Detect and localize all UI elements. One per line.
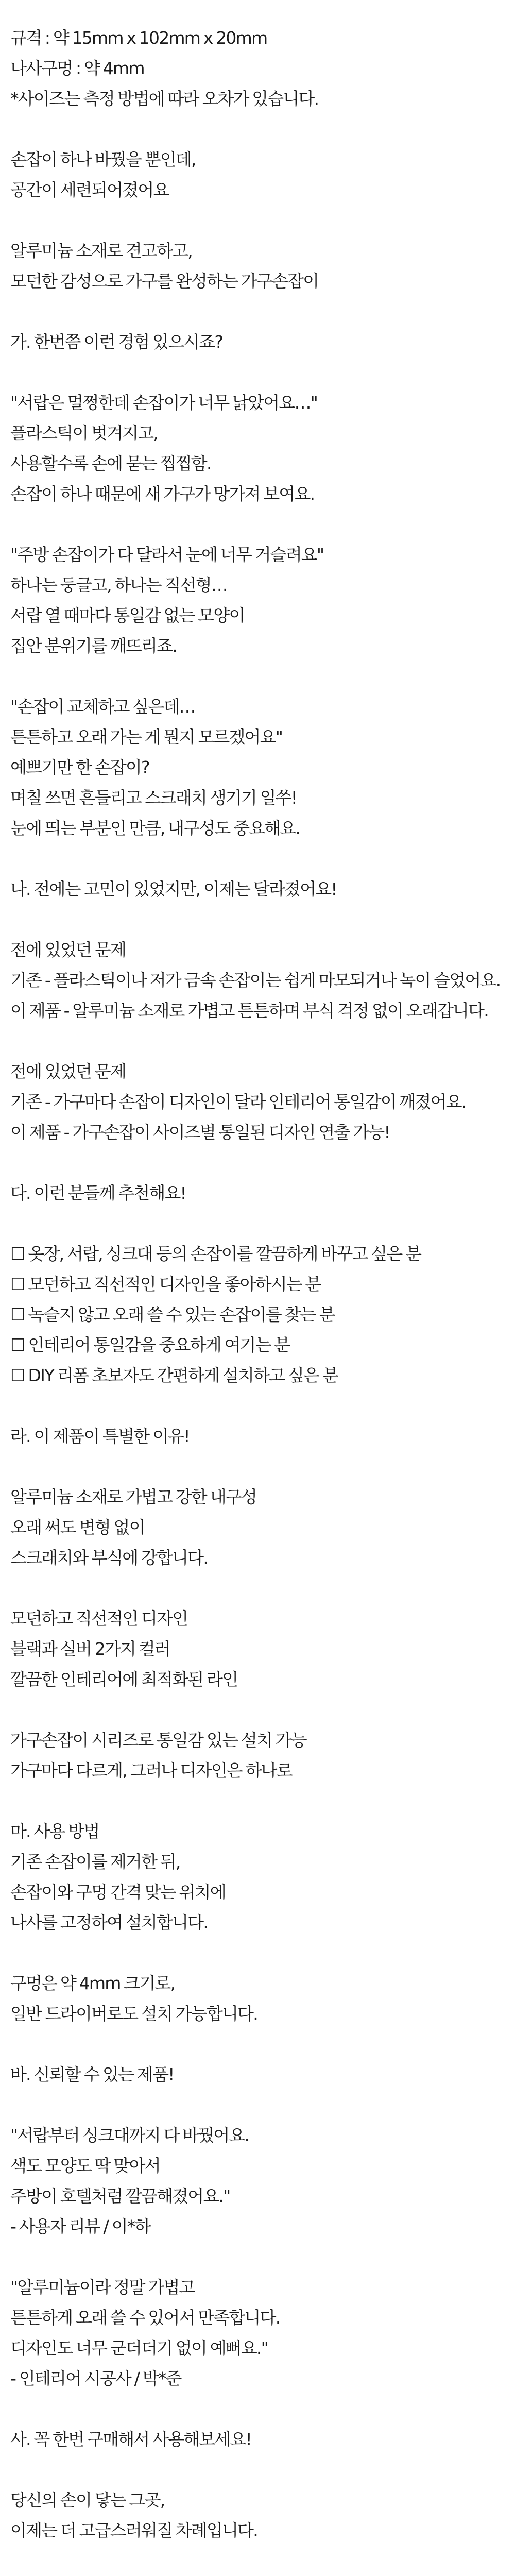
text-line: 깔끔한 인테리어에 최적화된 라인 [10,1669,238,1689]
paragraph [10,23,505,114]
text-line: 알루미늄 소재로 견고하고, [10,241,192,261]
paragraph [10,327,505,357]
paragraph [10,387,505,509]
paragraph [10,935,505,1026]
paragraph [10,235,505,296]
text-line: "서랍은 멀쩡한데 손잡이가 너무 낡았어요…" [10,393,318,413]
text-line: 주방이 호텔처럼 깔끔해졌어요." [10,2186,230,2206]
text-line: 이 제품 - 가구손잡이 사이즈별 통일된 디자인 연출 가능! [10,1122,390,1142]
paragraph-spacer [10,114,505,144]
text-line: 마. 사용 방법 [10,1821,99,1841]
text-line: "알루미늄이라 정말 가볍고 [10,2277,195,2297]
text-line: "서랍부터 싱크대까지 다 바꿨어요. [10,2125,249,2145]
text-line: 이 제품 - 알루미늄 소재로 가볍고 튼튼하며 부식 걱정 없이 오래갑니다. [10,1001,488,1021]
text-line: 손잡이 하나 때문에 새 가구가 망가져 보여요. [10,484,315,504]
paragraph-spacer [10,1786,505,1816]
text-line: ☐ DIY 리폼 초보자도 간편하게 설치하고 싶은 분 [10,1365,338,1385]
text-line: 나. 전에는 고민이 있었지만, 이제는 달라졌어요! [10,879,337,899]
paragraph [10,691,505,843]
paragraph [10,1421,505,1451]
text-line: 라. 이 제품이 특별한 이유! [10,1426,190,1446]
paragraph [10,1816,505,1938]
paragraph-spacer [10,661,505,691]
text-line: - 인테리어 시공사 / 박*준 [10,2368,181,2388]
paragraph-spacer [10,1573,505,1603]
text-line: "손잡이 교체하고 싶은데… [10,697,195,717]
paragraph-spacer [10,2394,505,2424]
text-line: ☐ 모던하고 직선적인 디자인을 좋아하시는 분 [10,1274,321,1294]
text-line: 가구손잡이 시리즈로 통일감 있는 설치 가능 [10,1730,306,1750]
paragraph-spacer [10,1938,505,1968]
text-line: 며칠 쓰면 흔들리고 스크래치 생기기 일쑤! [10,788,297,808]
paragraph-spacer [10,2242,505,2272]
paragraph-spacer [10,1694,505,1725]
text-line: 튼튼하게 오래 쓸 수 있어서 만족합니다. [10,2308,280,2328]
text-line: 당신의 손이 닿는 그곳, [10,2490,165,2510]
paragraph-spacer [10,1451,505,1482]
paragraph [10,1239,505,1391]
text-line: "주방 손잡이가 다 달라서 눈에 너무 거슬려요" [10,545,324,565]
paragraph-spacer [10,2546,505,2576]
paragraph-spacer [10,2090,505,2120]
text-line: 기존 - 플라스틱이나 저가 금속 손잡이는 쉽게 마모되거나 녹이 슬었어요. [10,970,501,990]
paragraph [10,1968,505,2029]
text-line: 구멍은 약 4mm 크기로, [10,1973,175,1993]
paragraph-spacer [10,1208,505,1239]
text-line: 사용할수록 손에 묻는 찝찝함. [10,453,211,473]
text-line: 튼튼하고 오래 가는 게 뭔지 모르겠어요" [10,727,283,747]
paragraph-spacer [10,357,505,387]
paragraph [10,1482,505,1573]
text-line: 전에 있었던 문제 [10,940,126,960]
text-line: *사이즈는 측정 방법에 따라 오차가 있습니다. [10,89,319,109]
paragraph [10,874,505,904]
paragraph [10,539,505,661]
text-line: 색도 모양도 딱 맞아서 [10,2156,160,2176]
paragraph [10,1178,505,1208]
paragraph-spacer [10,2029,505,2059]
text-line: 스크래치와 부식에 강합니다. [10,1548,208,1568]
paragraph [10,144,505,205]
text-line: 일반 드라이버로도 설치 가능합니다. [10,2004,258,2024]
paragraph [10,1725,505,1786]
text-line: 예쁘기만 한 손잡이? [10,757,149,777]
text-line: 기존 손잡이를 제거한 뒤, [10,1852,180,1872]
text-line: 플라스틱이 벗겨지고, [10,423,158,443]
paragraph [10,2059,505,2090]
text-line: 오래 써도 변형 없이 [10,1517,145,1537]
text-line: 모던하고 직선적인 디자인 [10,1608,188,1629]
text-line: 공간이 세련되어졌어요 [10,180,169,200]
text-line: 나사구멍 : 약 4mm [10,58,144,78]
text-line: 가. 한번쯤 이런 경험 있으시죠? [10,332,223,352]
text-line: 나사를 고정하여 설치합니다. [10,1912,208,1933]
text-line: - 사용자 리뷰 / 이*하 [10,2216,150,2236]
text-line: 집안 분위기를 깨뜨리죠. [10,636,177,656]
paragraph [10,2272,505,2394]
text-line: 하나는 둥글고, 하나는 직선형… [10,575,227,595]
paragraph-spacer [10,1391,505,1421]
text-line: 바. 신뢰할 수 있는 제품! [10,2064,174,2084]
paragraph-spacer [10,1026,505,1056]
paragraph-spacer [10,296,505,327]
paragraph-spacer [10,843,505,874]
text-line: 사. 꼭 한번 구매해서 사용해보세요! [10,2429,251,2449]
paragraph-spacer [10,205,505,235]
text-line: 손잡이와 구멍 간격 맞는 위치에 [10,1882,226,1902]
text-line: 디자인도 너무 군더더기 없이 예뻐요." [10,2338,268,2358]
text-line: ☐ 녹슬지 않고 오래 쓸 수 있는 손잡이를 찾는 분 [10,1304,335,1325]
text-line: ☐ 옷장, 서랍, 싱크대 등의 손잡이를 깔끔하게 바꾸고 싶은 분 [10,1244,421,1264]
text-line: 규격 : 약 15mm x 102mm x 20mm [10,28,267,48]
paragraph-spacer [10,509,505,539]
paragraph [10,2424,505,2454]
paragraph [10,2485,505,2546]
text-line: 블랙과 실버 2가지 컬러 [10,1639,170,1659]
paragraph [10,1056,505,1147]
paragraph [10,2120,505,2242]
text-line: ☐ 인테리어 통일감을 중요하게 여기는 분 [10,1335,290,1355]
text-line: 손잡이 하나 바꿨을 뿐인데, [10,149,196,170]
text-line: 서랍 열 때마다 통일감 없는 모양이 [10,605,245,625]
text-line: 전에 있었던 문제 [10,1061,126,1081]
paragraph-spacer [10,1147,505,1178]
paragraph-spacer [10,2454,505,2485]
text-line: 이제는 더 고급스러워질 차례입니다. [10,2520,258,2540]
text-line: 눈에 띄는 부분인 만큼, 내구성도 중요해요. [10,818,300,838]
text-line: 알루미늄 소재로 가볍고 강한 내구성 [10,1487,256,1507]
text-line: 모던한 감성으로 가구를 완성하는 가구손잡이 [10,271,319,291]
text-line: 기존 - 가구마다 손잡이 디자인이 달라 인테리어 통일감이 깨졌어요. [10,1092,466,1112]
text-line: 다. 이런 분들께 추천해요! [10,1183,186,1203]
paragraph [10,1603,505,1694]
paragraph-spacer [10,904,505,935]
text-line: 가구마다 다르게, 그러나 디자인은 하나로 [10,1760,292,1781]
